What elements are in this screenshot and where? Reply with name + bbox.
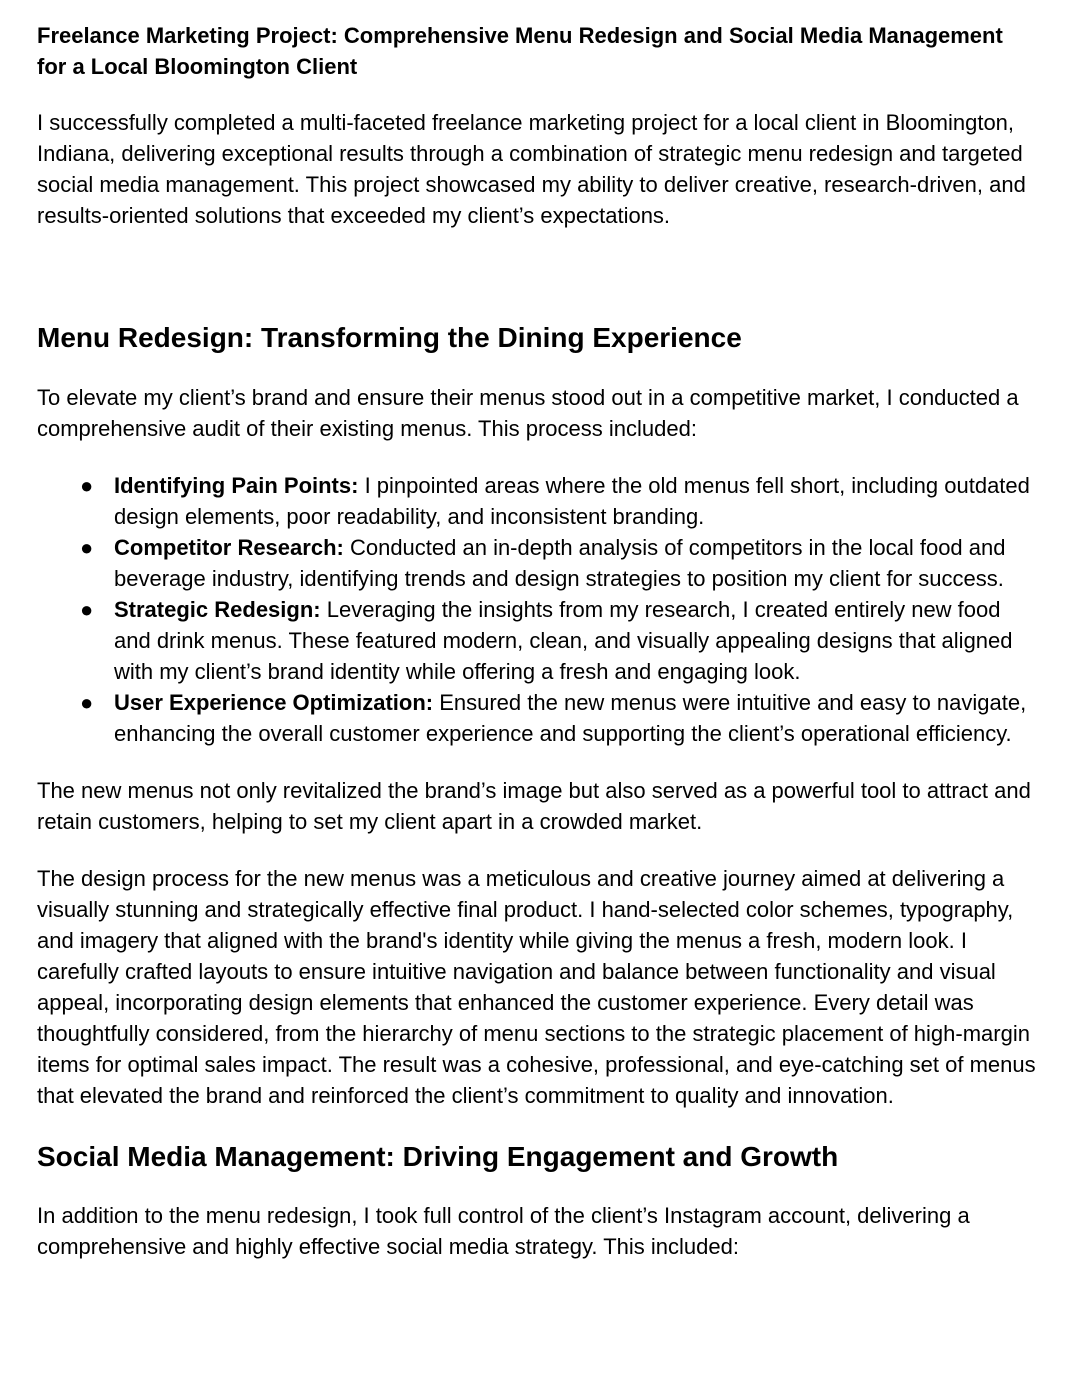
bullet-label: Strategic Redesign: [114, 597, 321, 622]
social-media-heading: Social Media Management: Driving Engagement and Growth [37, 1141, 839, 1172]
bullet-icon: ● [80, 473, 94, 498]
document-title: Freelance Marketing Project: Comprehensive Menu Redesign and Social Media Management for a Local Bloomington Client [37, 23, 1003, 79]
bullet-icon: ● [80, 535, 94, 560]
menu-redesign-lead: To elevate my client’s brand and ensure their menus stood out in a competitive market, I conducted a comprehensive audit of their existing menus. This process included: [37, 385, 1019, 441]
intro-paragraph: I successfully completed a multi-faceted freelance marketing project for a local client in Bloomington, Indiana, delivering exceptional results through a combination of strategic menu redesign and targeted social media management. This project showcased my ability to deliver creative, research-driven, and results-oriented solutions that exceeded my client’s expectations. [37, 110, 1026, 228]
bullet-item-strategic-redesign [37, 594, 1037, 687]
bullet-icon: ● [80, 690, 94, 715]
bullet-label: Identifying Pain Points: [114, 473, 359, 498]
bullet-text: Conducted an in-depth analysis of competitors in the local food and beverage industry, identifying trends and design strategies to position my client for success. [114, 535, 1006, 591]
document-page [37, 20, 1037, 1262]
bullet-label: User Experience Optimization: [114, 690, 434, 715]
bullet-text: I pinpointed areas where the old menus fell short, including outdated design elements, poor readability, and inconsistent branding. [114, 473, 1030, 529]
bullet-text: Leveraging the insights from my research, I created entirely new food and drink menus. These featured modern, clean, and visually appealing designs that aligned with my client’s brand identity while offering a fresh and engaging look. [114, 597, 1013, 684]
menu-summary-paragraph: The new menus not only revitalized the brand’s image but also served as a powerful tool to attract and retain customers, helping to set my client apart in a crowded market. [37, 778, 1031, 834]
menu-redesign-heading: Menu Redesign: Transforming the Dining Experience [37, 322, 742, 353]
bullet-item-ux-optimization [37, 687, 1037, 749]
bullet-label: Competitor Research: [114, 535, 344, 560]
menu-redesign-bullet-list [37, 470, 1037, 749]
design-process-paragraph: The design process for the new menus was a meticulous and creative journey aimed at delivering a visually stunning and strategically effective final product. I hand-selected color schemes, typography, and imagery that aligned with the brand's identity while giving the menus a fresh, modern look. I carefully crafted layouts to ensure intuitive navigation and balance between functionality and visual appeal, incorporating design elements that enhanced the customer experience. Every detail was thoughtfully considered, from the hierarchy of menu sections to the strategic placement of high-margin items for optimal sales impact. The result was a cohesive, professional, and eye-catching set of menus that elevated the brand and reinforced the client’s commitment to quality and innovation. [37, 866, 1036, 1108]
bullet-item-pain-points [37, 470, 1037, 532]
social-media-lead: In addition to the menu redesign, I took full control of the client’s Instagram account, delivering a comprehensive and highly effective social media strategy. This included: [37, 1203, 970, 1259]
bullet-icon: ● [80, 597, 94, 622]
bullet-item-competitor-research [37, 532, 1037, 594]
bullet-text: Ensured the new menus were intuitive and easy to navigate, enhancing the overall customer experience and supporting the client’s operational efficiency. [114, 690, 1027, 746]
